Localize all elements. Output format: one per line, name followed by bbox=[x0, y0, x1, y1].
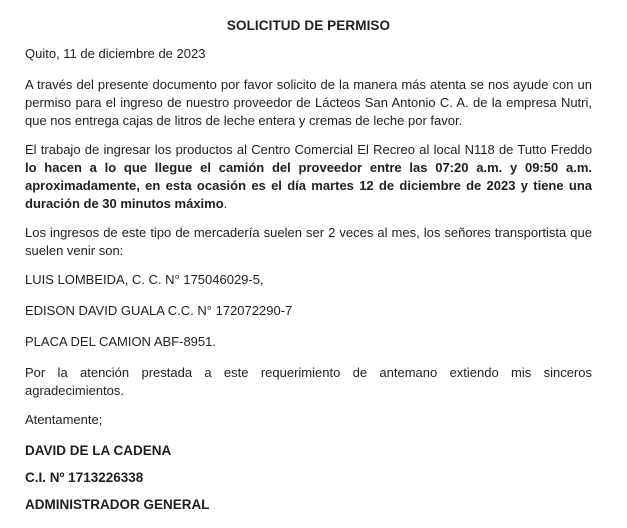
document-title: SOLICITUD DE PERMISO bbox=[226, 18, 391, 33]
paragraph-frequency: Los ingresos de este tipo de mercadería suelen ser 2 veces al mes, los señores transportista que suelen venir son: bbox=[25, 225, 592, 258]
closing-line: Atentamente; bbox=[25, 412, 103, 427]
date-line: Quito, 11 de diciembre de 2023 bbox=[25, 46, 206, 61]
signer-id: C.I. Nº 1713226338 bbox=[25, 470, 144, 485]
schedule-end: . bbox=[223, 196, 228, 211]
transport-person-2: EDISON DAVID GUALA C.C. N° 172072290-7 bbox=[25, 303, 293, 318]
truck-plate: PLACA DEL CAMION ABF-8951. bbox=[25, 334, 216, 349]
paragraph-schedule bbox=[25, 141, 592, 213]
paragraph-thanks: Por la atención prestada a este requerimiento de antemano extiendo mis sinceros agradecimientos. bbox=[25, 365, 592, 398]
transport-person-1: LUIS LOMBEIDA, C. C. N° 175046029-5, bbox=[25, 272, 264, 287]
signer-role: ADMINISTRADOR GENERAL bbox=[25, 497, 210, 512]
schedule-bold-text: lo hacen a lo que llegue el camión del proveedor entre las 07:20 a.m. y 09:50 a.m. aproximadamente, en esta ocasión es el día martes 12 de diciembre de 2023 y tiene una duración de 30 minutos máximo bbox=[25, 160, 592, 211]
paragraph-request: A través del presente documento por favor solicito de la manera más atenta se nos ayude con un permiso para el ingreso de nuestro proveedor de Lácteos San Antonio C. A. de la empresa Nutri, que nos entrega cajas de litros de leche entera y cremas de leche por favor. bbox=[25, 77, 592, 128]
schedule-text: El trabajo de ingresar los productos al Centro Comercial El Recreo al local N118 de Tutto Freddo bbox=[25, 142, 592, 157]
signer-name: DAVID DE LA CADENA bbox=[25, 443, 172, 458]
